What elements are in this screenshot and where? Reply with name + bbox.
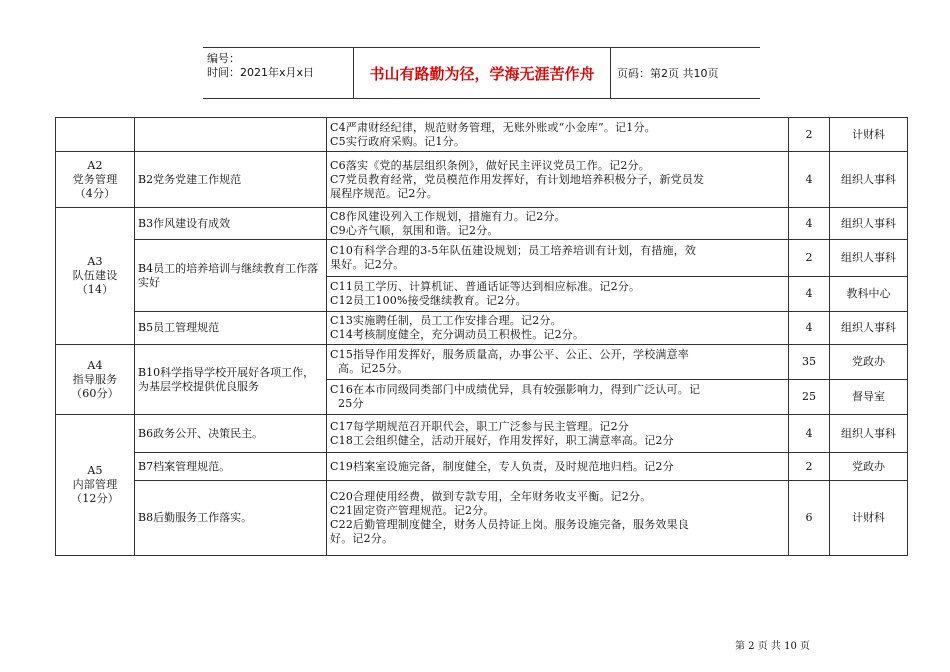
score-cell: 4: [789, 312, 830, 345]
score-cell: 4: [789, 208, 830, 240]
criteria-cell: C13实施聘任制，员工工作安排合理。记2分。 C14考核制度健全，充分调动员工积极性。记2分。: [327, 312, 789, 345]
item-cell: B2党务党建工作规范: [135, 152, 327, 208]
dept-cell: 计财科: [830, 481, 908, 556]
dept-cell: 组织人事科: [830, 208, 908, 240]
category-cell: A3 队伍建设 （14）: [56, 208, 135, 345]
criteria-cell: C8作风建设列入工作规划，措施有力。记2分。 C9心齐气顺，氛围和谐。记2分。: [327, 208, 789, 240]
table-row: [56, 345, 908, 380]
criteria-cell: C11员工学历、计算机证、普通话证等达到相应标准。记2分。 C12员工100%接受继续教育。记2分。: [327, 277, 789, 312]
table-row: [56, 312, 908, 345]
score-cell: 4: [789, 277, 830, 312]
criteria-cell: C20合理使用经费，做到专款专用，全年财务收支平衡。记2分。 C21固定资产管理规范。记2分。 C22后勤管理制度健全，财务人员持证上岗。服务设施完备，服务效果良 好。记2分。: [327, 481, 789, 556]
category-cell: A2 党务管理 （4分）: [56, 152, 135, 208]
motto: 书山有路勤为径，学海无涯苦作舟: [353, 48, 611, 98]
dept-cell: 组织人事科: [830, 312, 908, 345]
dept-cell: 党政办: [830, 345, 908, 380]
page-label: 页码：第2页 共10页: [617, 67, 719, 80]
item-cell: B6政务公开、决策民主。: [135, 415, 327, 453]
criteria-cell: C15指导作用发挥好，服务质量高，办事公平、公正、公开，学校满意率 高。记25分。: [327, 345, 789, 380]
category-cell: [56, 118, 135, 152]
score-cell: 25: [789, 380, 830, 415]
score-cell: 4: [789, 415, 830, 453]
page-header: [203, 47, 760, 99]
dept-cell: 督导室: [830, 380, 908, 415]
criteria-cell: C4严肃财经纪律，规范财务管理，无账外账或“小金库”。记1分。 C5实行政府采购。记1分。: [327, 118, 789, 152]
dept-cell: 教科中心: [830, 277, 908, 312]
evaluation-table: [55, 117, 908, 556]
dept-cell: 组织人事科: [830, 152, 908, 208]
score-cell: 6: [789, 481, 830, 556]
dept-cell: 组织人事科: [830, 415, 908, 453]
table-row: [56, 415, 908, 453]
score-cell: 4: [789, 152, 830, 208]
item-cell: B5员工管理规范: [135, 312, 327, 345]
table-row: [56, 481, 908, 556]
dept-cell: 党政办: [830, 453, 908, 481]
score-cell: 2: [789, 118, 830, 152]
score-cell: 2: [789, 240, 830, 277]
dept-cell: 组织人事科: [830, 240, 908, 277]
table-row: [56, 208, 908, 240]
criteria-cell: C19档案室设施完备，制度健全，专人负责，及时规范地归档。记2分: [327, 453, 789, 481]
category-cell: A4 指导服务 （60分）: [56, 345, 135, 415]
page-footer: 第 2 页 共 10 页: [735, 641, 810, 652]
number-label: 编号：: [207, 52, 240, 65]
item-cell: B3作风建设有成效: [135, 208, 327, 240]
criteria-cell: C16在本市同级同类部门中成绩优异，具有较强影响力，得到广泛认可。记 25分: [327, 380, 789, 415]
item-cell: B8后勤服务工作落实。: [135, 481, 327, 556]
table-row: [56, 240, 908, 277]
dept-cell: 计财科: [830, 118, 908, 152]
table-row: [56, 453, 908, 481]
score-cell: 2: [789, 453, 830, 481]
criteria-cell: C6落实《党的基层组织条例》，做好民主评议党员工作。记2分。 C7党员教育经常，党员模范作用发挥好，有计划地培养积极分子，新党员发 展程序规范。记2分。: [327, 152, 789, 208]
header-left-cell: [203, 48, 353, 98]
item-cell: B4员工的培养培训与继续教育工作落实好: [135, 240, 327, 312]
time-label: 时间：2021年x月x日: [207, 66, 315, 79]
score-cell: 35: [789, 345, 830, 380]
item-cell: B10科学指导学校开展好各项工作，为基层学校提供优良服务: [135, 345, 327, 415]
item-cell: [135, 118, 327, 152]
category-cell: A5 内部管理 （12分）: [56, 415, 135, 556]
criteria-cell: C10有科学合理的3-5年队伍建设规划；员工培养培训有计划，有措施，效 果好。记2分。: [327, 240, 789, 277]
item-cell: B7档案管理规范。: [135, 453, 327, 481]
criteria-cell: C17每学期规范召开职代会，职工广泛参与民主管理。记2分 C18工会组织健全，活动开展好，作用发挥好，职工满意率高。记2分: [327, 415, 789, 453]
table-row: [56, 118, 908, 152]
table-row: [56, 152, 908, 208]
